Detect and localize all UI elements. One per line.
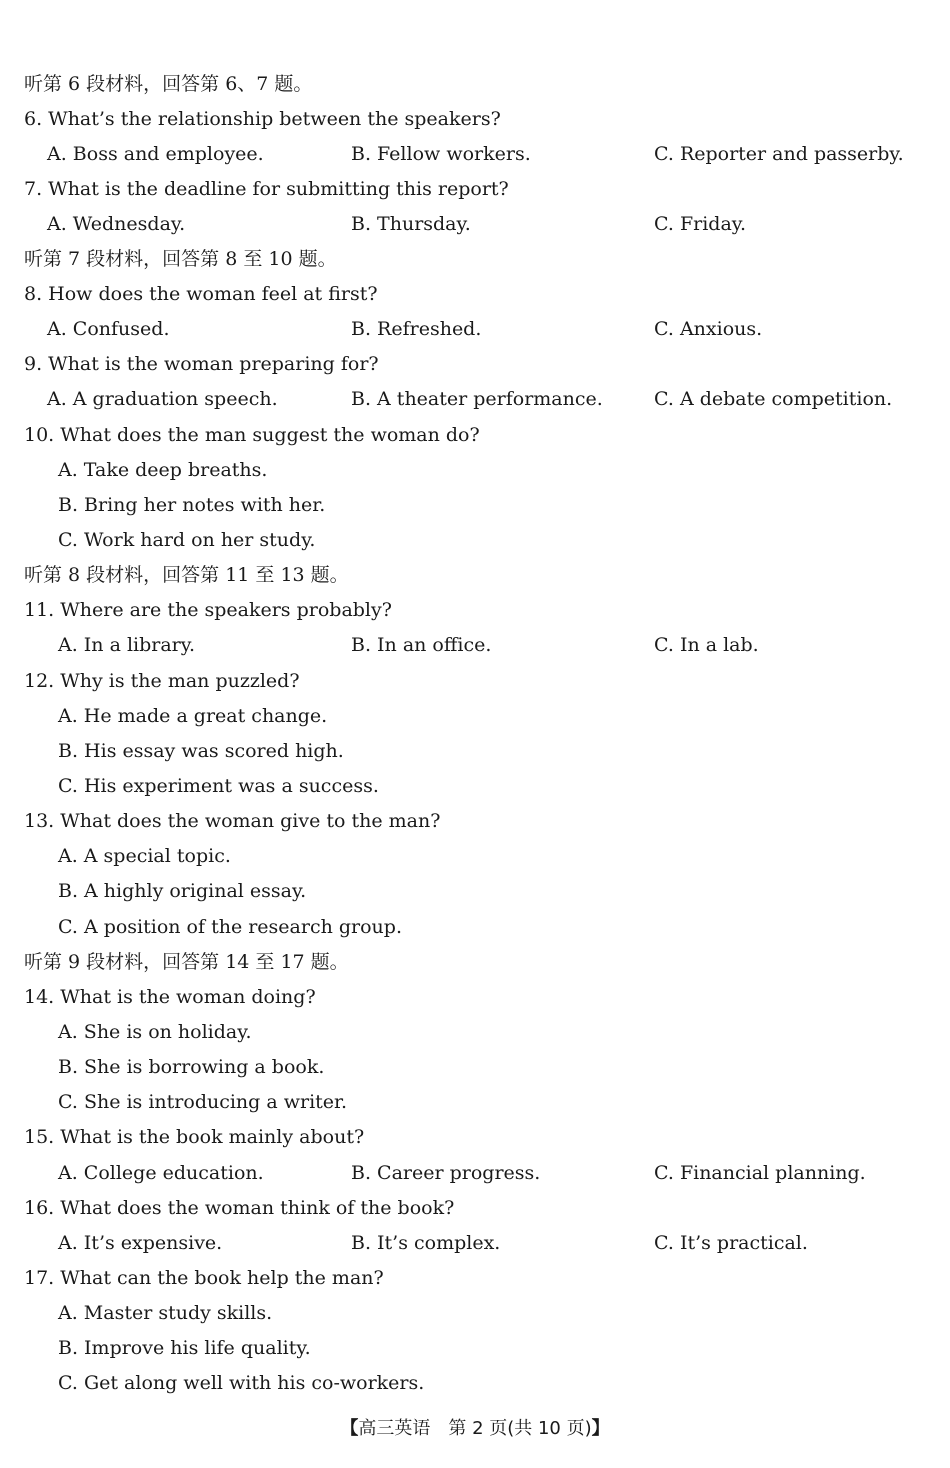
option-b: B. Thursday. — [351, 213, 471, 235]
section-heading: 听第 9 段材料，回答第 14 至 17 题。 — [24, 951, 349, 973]
option-a: A. A graduation speech. — [47, 388, 278, 410]
question-11: 11. Where are the speakers probably? — [24, 599, 392, 621]
question-17: 17. What can the book help the man? — [24, 1267, 384, 1289]
option-b: B. In an office. — [351, 634, 492, 656]
option-c: C. In a lab. — [654, 634, 759, 656]
question-7: 7. What is the deadline for submitting this report? — [24, 178, 509, 200]
option-b: B. Career progress. — [351, 1162, 541, 1184]
option-b: B. His essay was scored high. — [58, 740, 344, 762]
option-c: C. Anxious. — [654, 318, 763, 340]
question-13: 13. What does the woman give to the man? — [24, 810, 441, 832]
option-c: C. His experiment was a success. — [58, 775, 379, 797]
option-b: B. Bring her notes with her. — [58, 494, 326, 516]
option-b: B. She is borrowing a book. — [58, 1056, 325, 1078]
page-footer — [0, 1412, 950, 1446]
option-c: C. A debate competition. — [654, 388, 893, 410]
option-b: B. Improve his life quality. — [58, 1337, 311, 1359]
option-a: A. Master study skills. — [58, 1302, 273, 1324]
question-14: 14. What is the woman doing? — [24, 986, 316, 1008]
option-a: A. He made a great change. — [58, 705, 328, 727]
section-heading: 听第 6 段材料，回答第 6、7 题。 — [24, 73, 313, 95]
option-c: C. Friday. — [654, 213, 747, 235]
option-a: A. College education. — [58, 1162, 264, 1184]
option-b: B. A highly original essay. — [58, 880, 307, 902]
option-c: C. Work hard on her study. — [58, 529, 316, 551]
question-16: 16. What does the woman think of the book? — [24, 1197, 455, 1219]
option-b: B. It’s complex. — [351, 1232, 501, 1254]
option-a: A. In a library. — [58, 634, 196, 656]
option-a: A. It’s expensive. — [58, 1232, 223, 1254]
option-c: C. It’s practical. — [654, 1232, 808, 1254]
option-a: A. Take deep breaths. — [58, 459, 268, 481]
option-c: C. Financial planning. — [654, 1162, 866, 1184]
section-heading: 听第 7 段材料，回答第 8 至 10 题。 — [24, 248, 337, 270]
option-c: C. Get along well with his co-workers. — [58, 1372, 425, 1394]
footer-text: 高三英语 第 2 页(共 10 页) — [358, 1418, 592, 1439]
option-b: B. A theater performance. — [351, 388, 603, 410]
footer-open-bracket: 【 — [340, 1418, 359, 1439]
option-a: A. Boss and employee. — [47, 143, 264, 165]
question-8: 8. How does the woman feel at first? — [24, 283, 378, 305]
question-10: 10. What does the man suggest the woman do? — [24, 424, 480, 446]
option-c: C. A position of the research group. — [58, 916, 402, 938]
option-a: A. She is on holiday. — [58, 1021, 252, 1043]
question-15: 15. What is the book mainly about? — [24, 1126, 365, 1148]
option-a: A. A special topic. — [58, 845, 231, 867]
question-12: 12. Why is the man puzzled? — [24, 670, 300, 692]
option-a: A. Wednesday. — [47, 213, 186, 235]
option-b: B. Refreshed. — [351, 318, 482, 340]
option-a: A. Confused. — [47, 318, 170, 340]
option-c: C. Reporter and passerby. — [654, 143, 904, 165]
option-b: B. Fellow workers. — [351, 143, 531, 165]
section-heading: 听第 8 段材料，回答第 11 至 13 题。 — [24, 564, 349, 586]
question-9: 9. What is the woman preparing for? — [24, 353, 379, 375]
footer-close-bracket: 】 — [591, 1418, 610, 1439]
option-c: C. She is introducing a writer. — [58, 1091, 348, 1113]
question-6: 6. What’s the relationship between the speakers? — [24, 108, 501, 130]
